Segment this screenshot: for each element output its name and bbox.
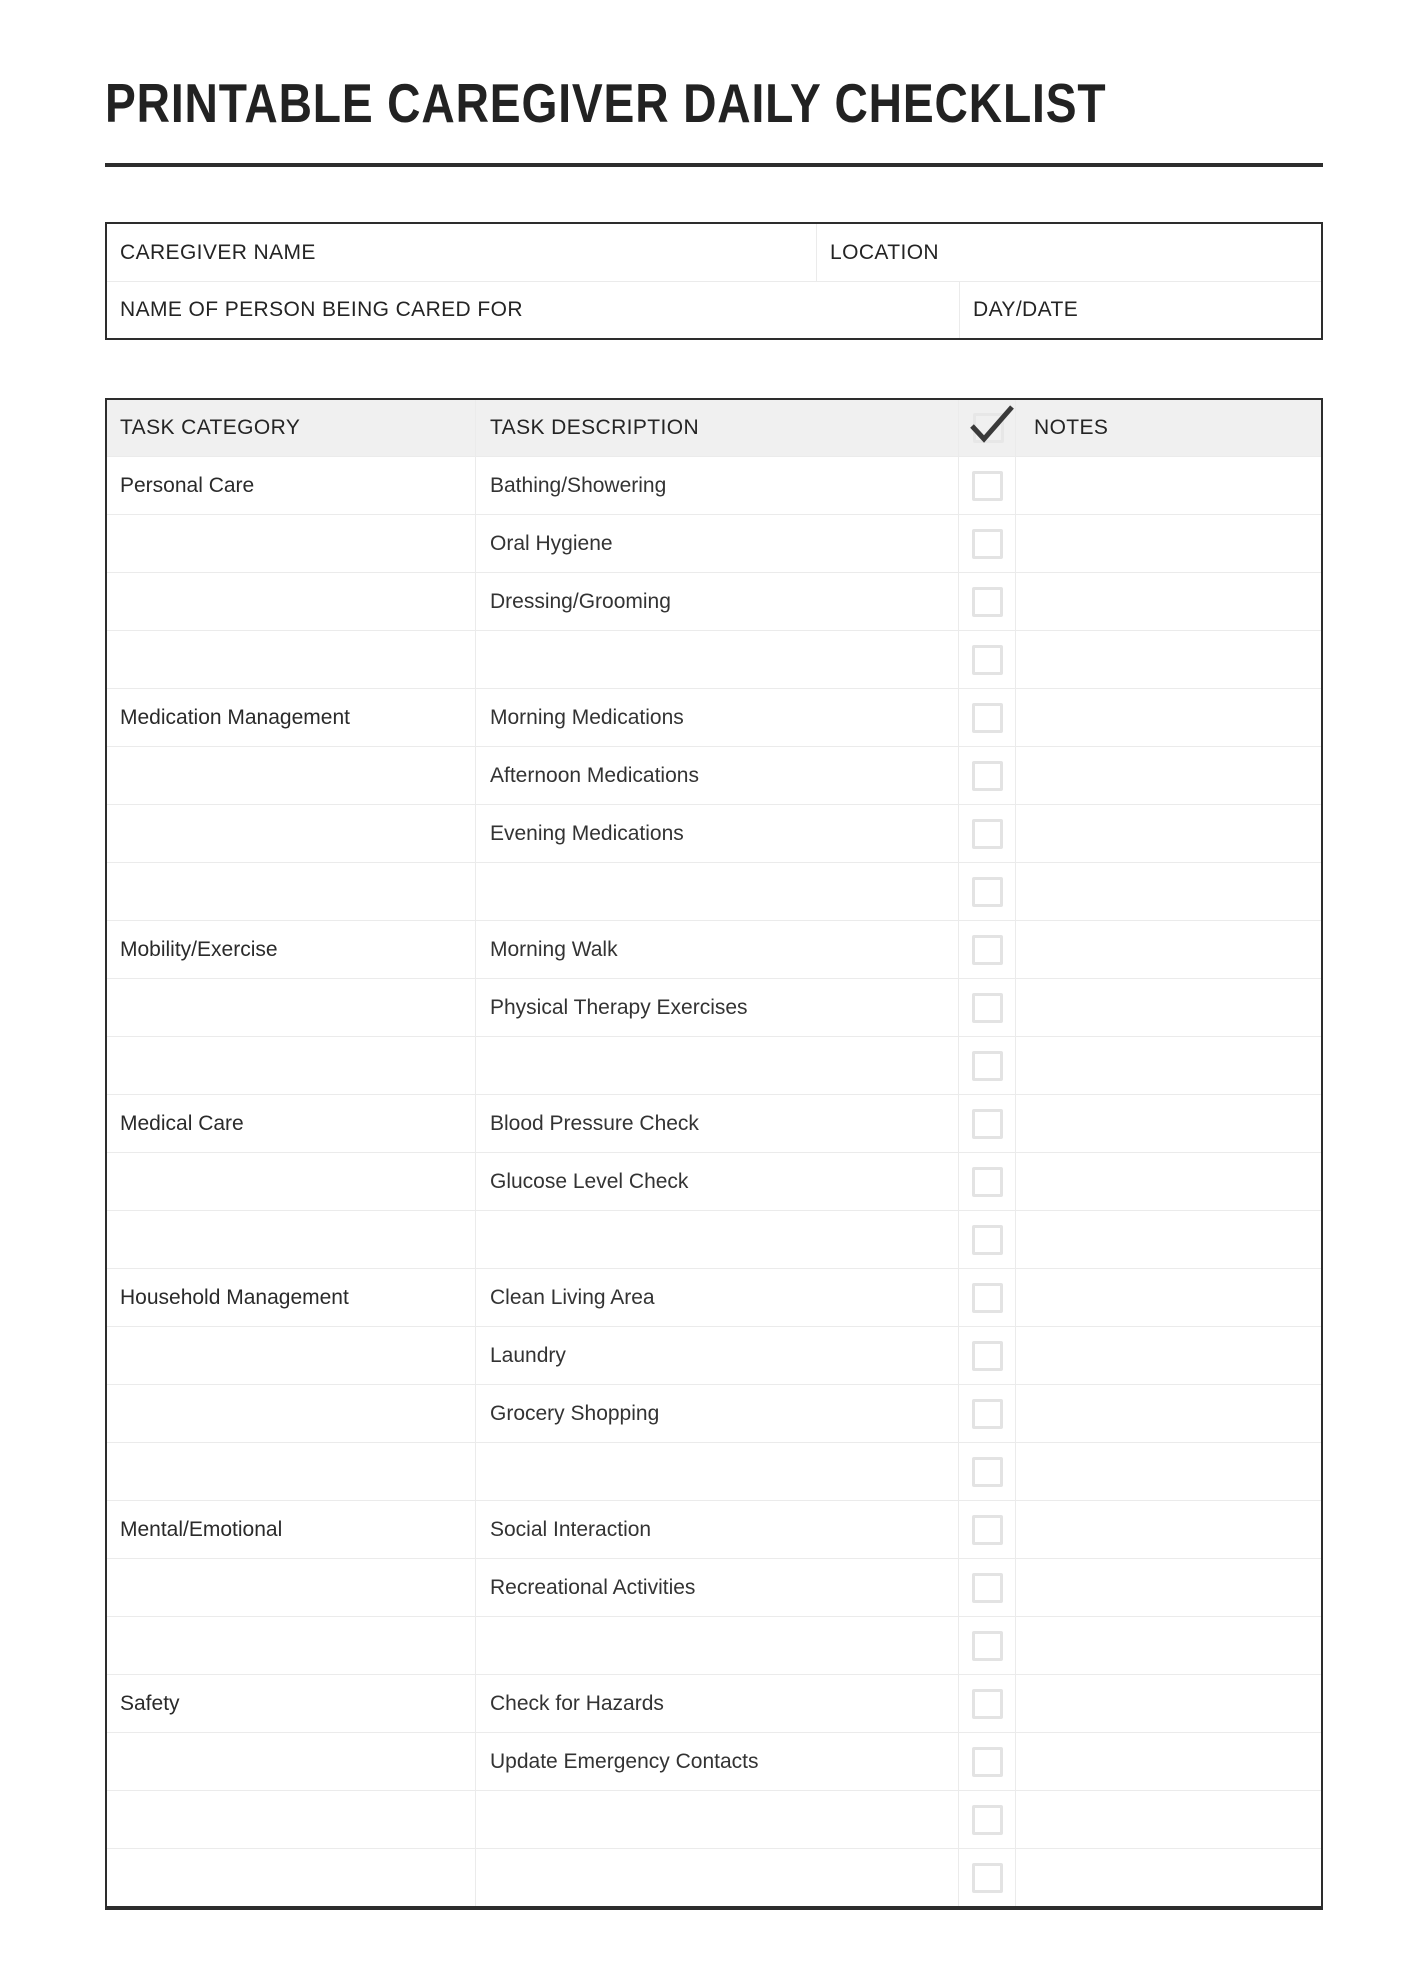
notes-header-cell [1015,400,1321,456]
task-description-label: Physical Therapy Exercises [490,995,748,1019]
task-description-cell [475,1791,958,1848]
task-category-label: Medical Care [120,1111,244,1135]
task-description-label: Bathing/Showering [490,473,667,497]
table-row [107,688,1321,746]
check-cell [958,921,1015,978]
table-row [107,1732,1321,1790]
task-category-cell [107,1153,475,1210]
table-row [107,1036,1321,1094]
notes-cell[interactable] [1015,1327,1321,1384]
caregiver-info-table [105,222,1323,340]
task-category-cell [107,515,475,572]
task-checkbox[interactable] [972,819,1003,849]
task-checkbox[interactable] [972,993,1003,1023]
task-category-cell [107,1559,475,1616]
checklist-header-row [107,400,1321,456]
notes-cell[interactable] [1015,631,1321,688]
table-row [107,572,1321,630]
check-cell [958,1269,1015,1326]
caregiver-name-label: CAREGIVER NAME [120,240,316,264]
task-checkbox[interactable] [972,587,1003,617]
task-checkbox[interactable] [972,1689,1003,1719]
check-cell [958,1153,1015,1210]
check-cell [958,457,1015,514]
table-row [107,1848,1321,1906]
table-row [107,1268,1321,1326]
title-underline [105,163,1323,167]
table-row [107,1442,1321,1500]
check-cell [958,515,1015,572]
task-category-cell [107,805,475,862]
task-category-cell [107,631,475,688]
table-row [107,630,1321,688]
task-checkbox[interactable] [972,935,1003,965]
check-cell [958,1095,1015,1152]
check-cell [958,1037,1015,1094]
notes-cell[interactable] [1015,863,1321,920]
task-description-label: Oral Hygiene [490,531,613,555]
task-category-cell [107,1675,475,1732]
task-checkbox[interactable] [972,1341,1003,1371]
task-description-header-cell [475,400,958,456]
table-row [107,1674,1321,1732]
notes-cell[interactable] [1015,921,1321,978]
task-description-cell [475,1211,958,1268]
task-category-cell [107,1269,475,1326]
task-description-cell [475,1733,958,1790]
task-description-label: Social Interaction [490,1517,652,1541]
task-category-cell [107,1617,475,1674]
task-description-cell [475,1037,958,1094]
table-row [107,514,1321,572]
notes-cell[interactable] [1015,1791,1321,1848]
person-being-cared-for-field[interactable] [107,282,959,338]
notes-cell[interactable] [1015,747,1321,804]
table-row [107,862,1321,920]
task-category-cell [107,1733,475,1790]
task-category-cell [107,747,475,804]
task-description-cell [475,1327,958,1384]
task-category-cell [107,1037,475,1094]
task-description-label: Clean Living Area [490,1285,655,1309]
info-row-2 [107,281,1321,338]
task-description-cell [475,457,958,514]
task-category-cell [107,1443,475,1500]
task-category-label: Safety [120,1691,180,1715]
check-cell [958,1559,1015,1616]
caregiver-name-field[interactable] [107,224,816,281]
check-cell [958,863,1015,920]
check-cell [958,979,1015,1036]
notes-cell[interactable] [1015,1443,1321,1500]
task-category-label: Household Management [120,1285,349,1309]
task-description-label: Laundry [490,1343,566,1367]
notes-cell[interactable] [1015,1849,1321,1906]
table-row [107,1384,1321,1442]
task-description-cell [475,979,958,1036]
task-checkbox[interactable] [972,761,1003,791]
table-row [107,1094,1321,1152]
task-category-cell [107,1211,475,1268]
check-cell [958,1385,1015,1442]
task-description-cell [475,863,958,920]
task-checkbox[interactable] [972,1167,1003,1197]
task-description-cell [475,1385,958,1442]
task-description-header: TASK DESCRIPTION [490,416,700,439]
checklist-table [105,398,1323,1910]
check-cell [958,631,1015,688]
task-description-cell [475,1501,958,1558]
table-row [107,1790,1321,1848]
task-description-cell [475,1443,958,1500]
notes-cell[interactable] [1015,689,1321,746]
task-category-cell [107,457,475,514]
task-category-cell [107,921,475,978]
check-cell [958,1501,1015,1558]
notes-cell[interactable] [1015,515,1321,572]
check-cell [958,1733,1015,1790]
task-category-cell [107,573,475,630]
task-description-cell [475,1559,958,1616]
check-column-header-cell [958,400,1015,456]
check-cell [958,1849,1015,1906]
notes-cell[interactable] [1015,1501,1321,1558]
task-category-header: TASK CATEGORY [120,416,301,439]
table-row [107,1616,1321,1674]
checklist-rows [107,456,1321,1906]
task-checkbox[interactable] [972,1863,1003,1893]
task-description-cell [475,805,958,862]
check-cell [958,1675,1015,1732]
task-description-cell [475,631,958,688]
task-description-label: Afternoon Medications [490,763,699,787]
notes-cell[interactable] [1015,1211,1321,1268]
task-checkbox[interactable] [972,1283,1003,1313]
notes-cell[interactable] [1015,1675,1321,1732]
check-cell [958,1327,1015,1384]
notes-cell[interactable] [1015,1733,1321,1790]
task-description-cell [475,747,958,804]
check-cell [958,1211,1015,1268]
table-row [107,804,1321,862]
table-row [107,1210,1321,1268]
checkmark-icon [968,403,1015,447]
table-row [107,1326,1321,1384]
day-date-label: DAY/DATE [973,298,1079,321]
task-description-label: Glucose Level Check [490,1169,689,1193]
task-description-cell [475,921,958,978]
task-category-cell [107,1327,475,1384]
task-description-label: Recreational Activities [490,1575,696,1599]
task-description-cell [475,689,958,746]
table-row [107,746,1321,804]
task-category-cell [107,1849,475,1906]
table-row [107,920,1321,978]
task-category-cell [107,1501,475,1558]
task-checkbox[interactable] [972,645,1003,675]
task-description-label: Update Emergency Contacts [490,1749,759,1773]
task-description-cell [475,515,958,572]
notes-cell[interactable] [1015,573,1321,630]
task-checkbox[interactable] [972,1573,1003,1603]
notes-cell[interactable] [1015,805,1321,862]
task-description-label: Blood Pressure Check [490,1111,699,1135]
task-description-label: Morning Walk [490,937,618,961]
location-label: LOCATION [830,240,939,264]
task-checkbox[interactable] [972,1225,1003,1255]
check-cell [958,573,1015,630]
notes-cell[interactable] [1015,1559,1321,1616]
notes-cell[interactable] [1015,1037,1321,1094]
task-category-label: Mobility/Exercise [120,937,278,961]
task-category-cell [107,689,475,746]
table-row [107,978,1321,1036]
task-description-cell [475,1269,958,1326]
task-checkbox[interactable] [972,1109,1003,1139]
task-category-label: Medication Management [120,705,350,729]
task-category-cell [107,1791,475,1848]
task-description-label: Morning Medications [490,705,684,729]
task-checkbox[interactable] [972,703,1003,733]
task-checkbox[interactable] [972,529,1003,559]
task-checkbox[interactable] [972,1457,1003,1487]
task-checkbox[interactable] [972,877,1003,907]
task-category-cell [107,863,475,920]
task-category-cell [107,1385,475,1442]
day-date-field[interactable] [959,282,1321,338]
notes-cell[interactable] [1015,1617,1321,1674]
task-description-cell [475,1849,958,1906]
check-cell [958,1791,1015,1848]
table-row [107,456,1321,514]
notes-cell[interactable] [1015,979,1321,1036]
info-row-1 [107,224,1321,281]
check-cell [958,747,1015,804]
task-description-cell [475,1617,958,1674]
task-category-label: Mental/Emotional [120,1517,283,1541]
task-category-cell [107,1095,475,1152]
check-cell [958,689,1015,746]
page-title [105,72,1297,134]
task-description-label: Grocery Shopping [490,1401,660,1425]
task-checkbox[interactable] [972,1399,1003,1429]
task-category-label: Personal Care [120,473,255,497]
notes-cell[interactable] [1015,1269,1321,1326]
task-checkbox[interactable] [972,1051,1003,1081]
check-cell [958,1617,1015,1674]
task-description-label: Evening Medications [490,821,684,845]
task-description-cell [475,1095,958,1152]
location-field[interactable] [816,224,1321,281]
notes-cell[interactable] [1015,457,1321,514]
task-checkbox[interactable] [972,1631,1003,1661]
task-category-cell [107,979,475,1036]
notes-header: NOTES [1034,416,1109,439]
table-row [107,1500,1321,1558]
notes-cell[interactable] [1015,1153,1321,1210]
table-row [107,1152,1321,1210]
notes-cell[interactable] [1015,1095,1321,1152]
task-description-label: Dressing/Grooming [490,589,671,613]
task-checkbox[interactable] [972,1805,1003,1835]
person-being-cared-for-label: NAME OF PERSON BEING CARED FOR [120,298,523,321]
notes-cell[interactable] [1015,1385,1321,1442]
task-description-cell [475,1675,958,1732]
task-checkbox[interactable] [972,1747,1003,1777]
check-cell [958,805,1015,862]
task-category-header-cell [107,400,475,456]
task-checkbox[interactable] [972,471,1003,501]
task-description-label: Check for Hazards [490,1691,664,1715]
page-title-text: PRINTABLE CAREGIVER DAILY CHECKLIST [105,72,1107,134]
task-description-cell [475,573,958,630]
table-row [107,1558,1321,1616]
task-description-cell [475,1153,958,1210]
task-checkbox[interactable] [972,1515,1003,1545]
check-cell [958,1443,1015,1500]
